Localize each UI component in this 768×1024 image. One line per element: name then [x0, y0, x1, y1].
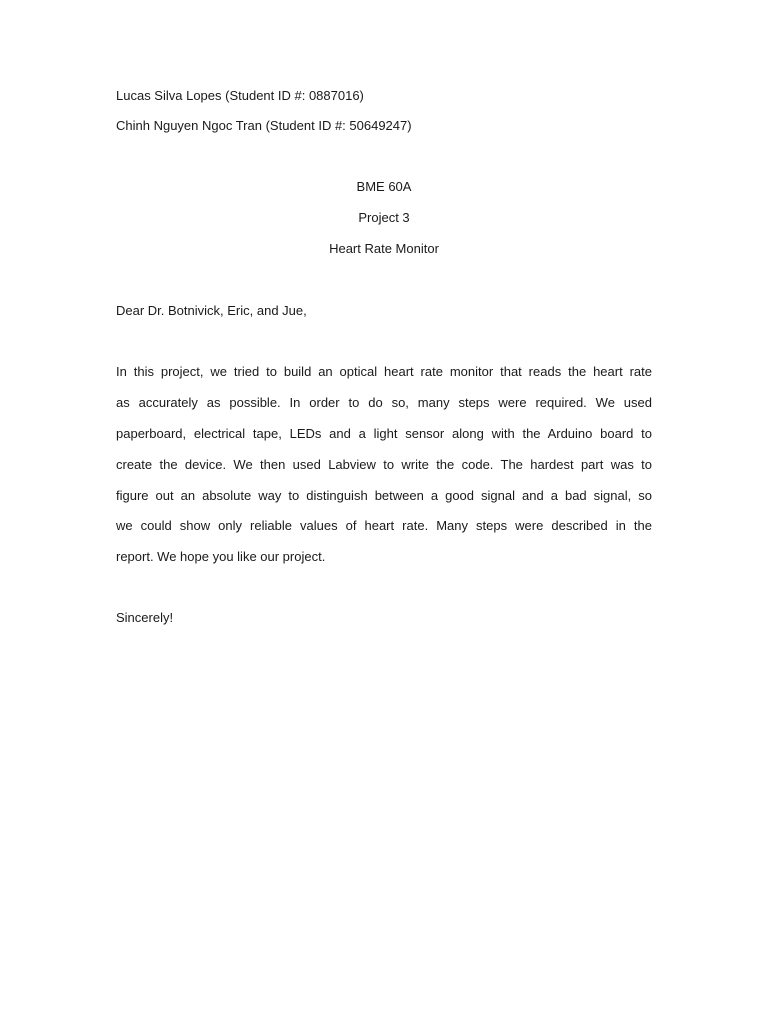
author-line-2: Chinh Nguyen Ngoc Tran (Student ID #: 50649247) [116, 118, 412, 133]
body-line: create the device. We then used Labview to write the code. The hardest part was to [116, 457, 652, 472]
closing: Sincerely! [116, 610, 174, 625]
body-line: paperboard, electrical tape, LEDs and a light sensor along with the Arduino board to [116, 426, 652, 441]
body-line: report. We hope you like our project. [116, 549, 326, 564]
project-title: Heart Rate Monitor [329, 241, 439, 256]
project-number: Project 3 [358, 210, 410, 225]
salutation: Dear Dr. Botnivick, Eric, and Jue, [116, 303, 307, 318]
body-line: figure out an absolute way to distinguish between a good signal and a bad signal, so [116, 488, 652, 503]
body-line: In this project, we tried to build an optical heart rate monitor that reads the heart rate [116, 364, 652, 379]
body-line: we could show only reliable values of heart rate. Many steps were described in the [116, 518, 652, 533]
course-name: BME 60A [356, 179, 412, 194]
body-line: as accurately as possible. In order to do so, many steps were required. We used [116, 395, 652, 410]
author-line-1: Lucas Silva Lopes (Student ID #: 0887016) [116, 88, 364, 103]
